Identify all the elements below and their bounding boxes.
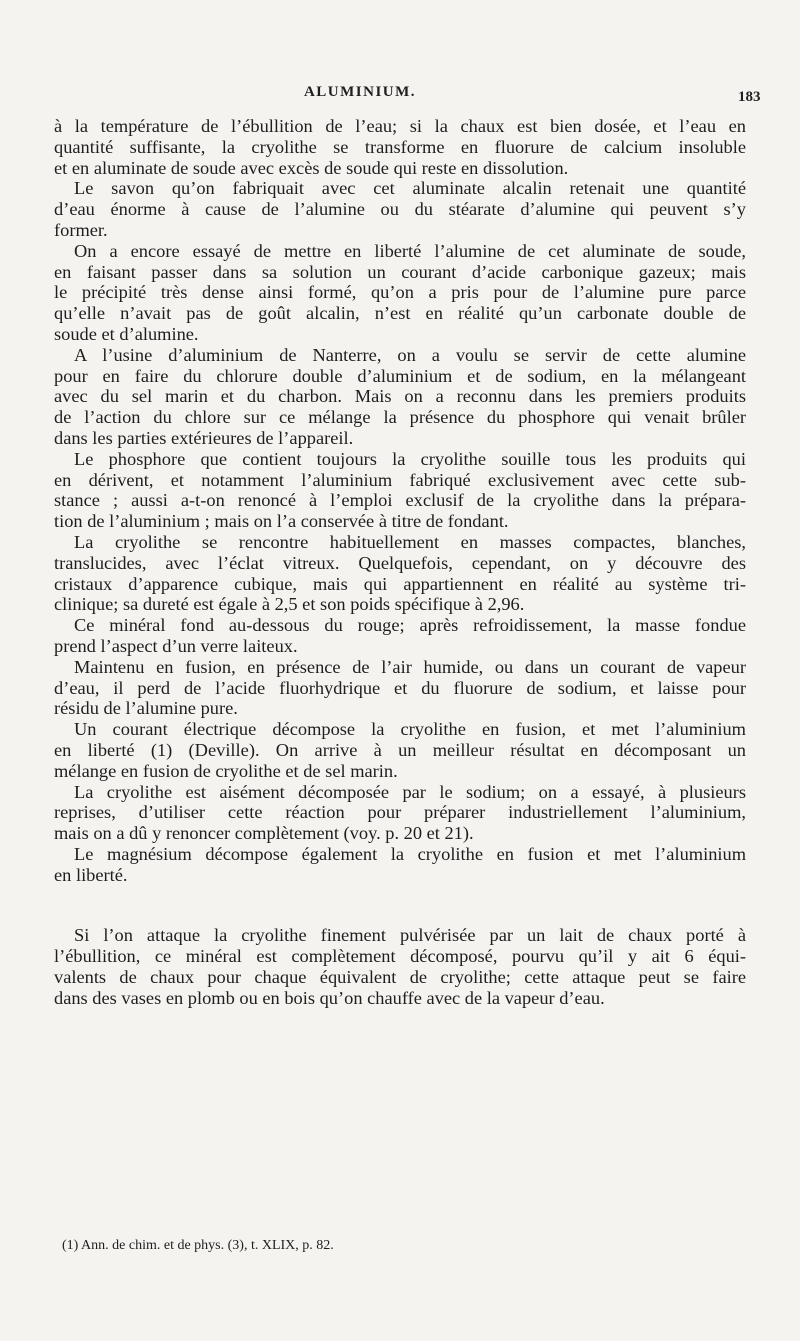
text-line: Le magnésium décompose également la cryolithe en fusion et met l’aluminium — [74, 843, 746, 864]
text-line: translucides, avec l’éclat vitreux. Quelquefois, cependant, on y découvre des — [54, 552, 746, 573]
text-line: clinique; sa dureté est égale à 2,5 et son poids spécifique à 2,96. — [54, 594, 525, 615]
text-line: soude et d’alumine. — [54, 323, 199, 344]
paragraph-gap — [54, 885, 746, 925]
text-line: valents de chaux pour chaque équivalent de cryolithe; cette attaque peut se faire — [54, 967, 746, 988]
text-line: Si l’on attaque la cryolithe finement pulvérisée par un lait de chaux porté à — [74, 925, 746, 946]
text-line: mais on a dû y renoncer complètement (voy. p. 20 et 21). — [54, 823, 474, 844]
text-line: le précipité très dense ainsi formé, qu’on a pris pour de l’alumine pure parce — [54, 282, 746, 303]
text-line: à la température de l’ébullition de l’eau; si la chaux est bien dosée, et l’eau en — [54, 116, 746, 136]
text-line: former. — [54, 219, 108, 240]
text-line: mélange en fusion de cryolithe et de sel marin. — [54, 760, 398, 781]
text-line: d’eau, il perd de l’acide fluorhydrique et du fluorure de sodium, et laisse pour — [54, 677, 746, 698]
text-line: avec du sel marin et du charbon. Mais on a reconnu dans les premiers produits — [54, 386, 746, 407]
text-line: en dérivent, et notamment l’aluminium fabriqué exclusivement avec cette sub- — [54, 469, 746, 490]
text-line: résidu de l’alumine pure. — [54, 698, 238, 719]
text-line: Le phosphore que contient toujours la cryolithe souille tous les produits qui — [74, 448, 746, 469]
text-line: et en aluminate de soude avec excès de soude qui reste en dissolution. — [54, 157, 569, 178]
text-line: dans des vases en plomb ou en bois qu’on chauffe avec de la vapeur d’eau. — [54, 987, 605, 1008]
text-line: quantité suffisante, la cryolithe se transforme en fluorure de calcium insoluble — [54, 136, 746, 157]
text-line: l’ébullition, ce minéral est complètement décomposé, pourvu qu’il y ait 6 équi- — [54, 946, 746, 967]
text-line: en liberté. — [54, 864, 128, 885]
text-line: pour en faire du chlorure double d’aluminium et de sodium, en la mélangeant — [54, 365, 746, 386]
text-line: tion de l’aluminium ; mais on l’a conservée à titre de fondant. — [54, 511, 509, 532]
running-header — [0, 84, 800, 112]
text-line: Maintenu en fusion, en présence de l’air humide, ou dans un courant de vapeur — [74, 656, 746, 677]
text-line: Un courant électrique décompose la cryolithe en fusion, et met l’aluminium — [74, 719, 746, 740]
text-line: prend l’aspect d’un verre laiteux. — [54, 635, 298, 656]
text-line: Ce minéral fond au-dessous du rouge; après refroidissement, la masse fondue — [74, 615, 746, 636]
text-line: On a encore essayé de mettre en liberté l’alumine de cet aluminate de soude, — [74, 240, 746, 261]
page-number: 183 — [738, 89, 761, 105]
text-line: stance ; aussi a-t-on renoncé à l’emploi exclusif de la cryolithe dans la prépara- — [54, 490, 746, 511]
text-line: qu’elle n’avait pas de goût alcalin, n’est en réalité qu’un carbonate double de — [54, 303, 746, 324]
text-line: Le savon qu’on fabriquait avec cet aluminate alcalin retenait une quantité — [74, 178, 746, 199]
text-line: La cryolithe se rencontre habituellement en masses compactes, blanches, — [74, 531, 746, 552]
text-line: A l’usine d’aluminium de Nanterre, on a voulu se servir de cette alumine — [74, 344, 746, 365]
text-line: d’eau énorme à cause de l’alumine ou du stéarate d’alumine qui peuvent s’y — [54, 199, 746, 220]
text-line: reprises, d’utiliser cette réaction pour préparer industriellement l’aluminium, — [54, 802, 746, 823]
footnote: (1) Ann. de chim. et de phys. (3), t. XLIX, p. 82. — [62, 1238, 334, 1253]
running-title: ALUMINIUM. — [303, 84, 417, 100]
text-line: de l’action du chlore sur ce mélange la présence du phosphore qui venait brûler — [54, 407, 746, 428]
text-line: en faisant passer dans sa solution un courant d’acide carbonique gazeux; mais — [54, 261, 746, 282]
text-line: dans les parties extérieures de l’appareil. — [54, 427, 354, 448]
body-text — [54, 116, 746, 1009]
text-line: cristaux d’apparence cubique, mais qui appartiennent en réalité au système tri- — [54, 573, 746, 594]
text-line: La cryolithe est aisément décomposée par le sodium; on a essayé, à plusieurs — [74, 781, 746, 802]
text-line: en liberté (1) (Deville). On arrive à un meilleur résultat en décomposant un — [54, 739, 746, 760]
